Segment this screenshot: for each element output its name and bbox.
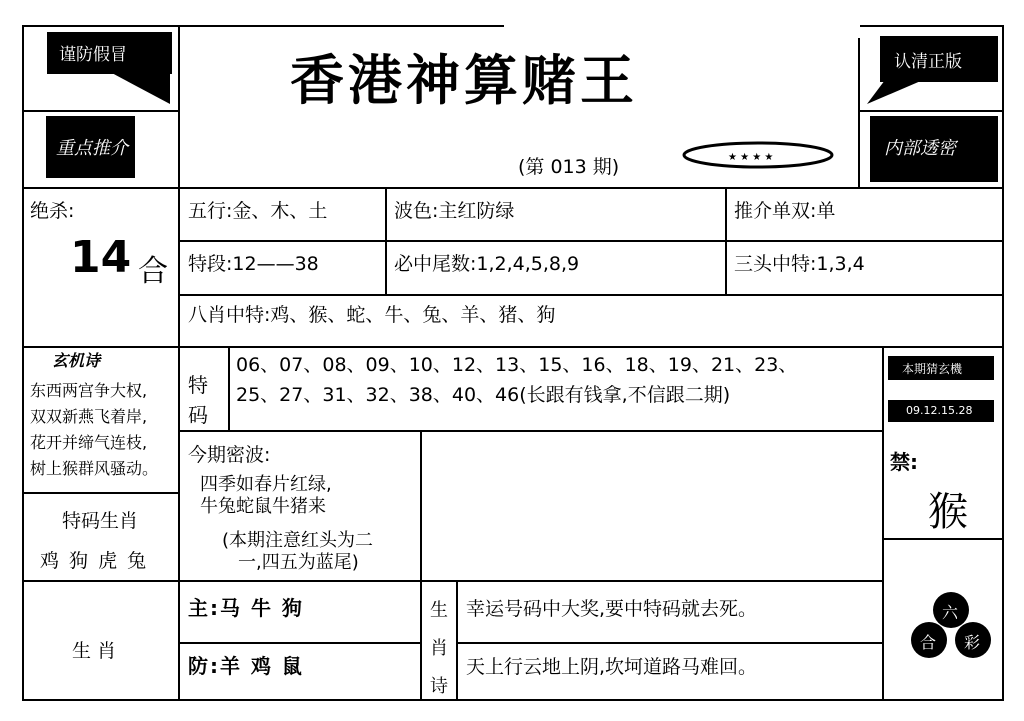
- row1-mid-line: [178, 240, 1004, 242]
- special-numbers-line-1: 06、07、08、09、10、12、13、15、16、18、19、21、23、: [236, 354, 798, 376]
- special-segment: 特段:12——38: [188, 253, 319, 275]
- header-right-split: [858, 110, 1004, 112]
- zodiac-poem-mid-line: [456, 642, 884, 644]
- special-label: 特码: [188, 373, 208, 427]
- special-zodiac-values: 鸡 狗 虎 兔: [40, 550, 149, 572]
- left-split-2: [22, 580, 180, 582]
- top-border-right: [860, 25, 1004, 27]
- bottom-border: [22, 699, 1004, 701]
- row2-top-line: [22, 346, 1004, 348]
- poem-line-1: 东西两宫争大权,: [30, 381, 148, 400]
- outer-right-border: [1002, 25, 1004, 701]
- row1-bottom-line: [178, 294, 1004, 296]
- guess-header-text: 本期猜玄機: [902, 362, 963, 376]
- page-title: 香港神算赌王: [290, 49, 638, 112]
- special-bottom-line: [178, 430, 884, 432]
- poem-line-2: 双双新燕飞着岸,: [30, 407, 148, 426]
- kill-value: 14: [70, 232, 132, 283]
- logo-char-left: 合: [920, 633, 937, 652]
- key-recommend-gap: [135, 112, 175, 182]
- zodiac-label: 生 肖: [72, 640, 117, 662]
- right-panel-divider: [882, 346, 884, 699]
- title-right-divider: [858, 38, 860, 188]
- top-border-left: [22, 25, 504, 27]
- zodiac-poem-label-2: 肖: [430, 638, 448, 659]
- key-recommend-text: 重点推介: [56, 138, 128, 159]
- svg-text:★ ★ ★ ★: ★ ★ ★ ★: [728, 152, 774, 163]
- guess-header-bar: [888, 356, 994, 380]
- secret-wave-text-2: 牛兔蛇鼠牛猪来: [200, 496, 326, 517]
- eight-zodiac: 八肖中特:鸡、猴、蛇、牛、兔、羊、猪、狗: [188, 304, 556, 326]
- row1-top-line: [22, 187, 1004, 189]
- zodiac-defend: 防:羊 鸡 鼠: [188, 654, 304, 678]
- left-split-1: [22, 492, 180, 494]
- genuine-badge-tail-icon: [865, 80, 925, 106]
- poem-title: 玄机诗: [52, 351, 101, 370]
- five-elements: 五行:金、木、土: [188, 200, 328, 222]
- title-left-divider: [178, 25, 180, 187]
- poem-line-4: 树上猴群风骚动。: [30, 459, 159, 478]
- zodiac-poem-divider: [456, 580, 458, 699]
- issue-number: (第 013 期): [518, 156, 620, 178]
- poem-line-3: 花开并缔气连枝,: [30, 433, 148, 452]
- secret-wave-note-2: 一,四五为蓝尾): [238, 552, 359, 573]
- stamp-seal-icon: [680, 140, 840, 170]
- zodiac-poem-line-2: 天上行云地上阴,坎坷道路马难回。: [466, 656, 758, 678]
- zodiac-main: 主:马 牛 狗: [188, 596, 304, 620]
- secret-wave-text-1: 四季如春片红绿,: [200, 474, 332, 495]
- ban-label: 禁:: [890, 450, 918, 474]
- zodiac-poem-label-3: 诗: [430, 676, 448, 697]
- ban-value: 猴: [928, 489, 968, 535]
- outer-left-border: [22, 25, 24, 701]
- genuine-badge: [880, 36, 998, 82]
- special-label-divider: [228, 346, 230, 430]
- special-numbers-line-2: 25、27、31、32、38、40、46(长跟有钱拿,不信跟二期): [236, 384, 731, 406]
- secret-wave-note-1: (本期注意红头为二: [222, 530, 374, 551]
- odd-even: 推介单双:单: [734, 200, 836, 222]
- special-zodiac-label: 特码生肖: [62, 510, 139, 532]
- three-heads: 三头中特:1,3,4: [734, 253, 865, 275]
- main-left-divider: [178, 187, 180, 699]
- internal-leak-text: 内部透密: [884, 138, 956, 159]
- wave-color: 波色:主红防绿: [394, 200, 515, 222]
- zodiac-top-line: [178, 580, 884, 582]
- zodiac-mid-line: [178, 642, 422, 644]
- internal-leak-banner: [870, 116, 998, 182]
- tail-numbers: 必中尾数:1,2,4,5,8,9: [394, 253, 580, 275]
- anti-fake-badge-tail-icon: [100, 72, 172, 106]
- kill-label: 绝杀:: [30, 200, 75, 222]
- guess-numbers-bar: [888, 400, 994, 422]
- logo-char-top: 六: [942, 603, 959, 622]
- kill-unit: 合: [138, 254, 168, 289]
- anti-fake-badge-text: 谨防假冒: [59, 45, 127, 65]
- secret-wave-divider: [420, 430, 422, 699]
- logo-char-right: 彩: [964, 633, 981, 652]
- guess-numbers-text: 09.12.15.28: [906, 404, 973, 417]
- right-split-line: [882, 538, 1004, 540]
- zodiac-poem-line-1: 幸运号码中大奖,要中特码就去死。: [466, 598, 758, 620]
- secret-wave-label: 今期密波:: [188, 444, 271, 466]
- genuine-badge-text: 认清正版: [894, 52, 962, 72]
- anti-fake-badge: [47, 32, 172, 74]
- zodiac-poem-label-1: 生: [430, 600, 448, 621]
